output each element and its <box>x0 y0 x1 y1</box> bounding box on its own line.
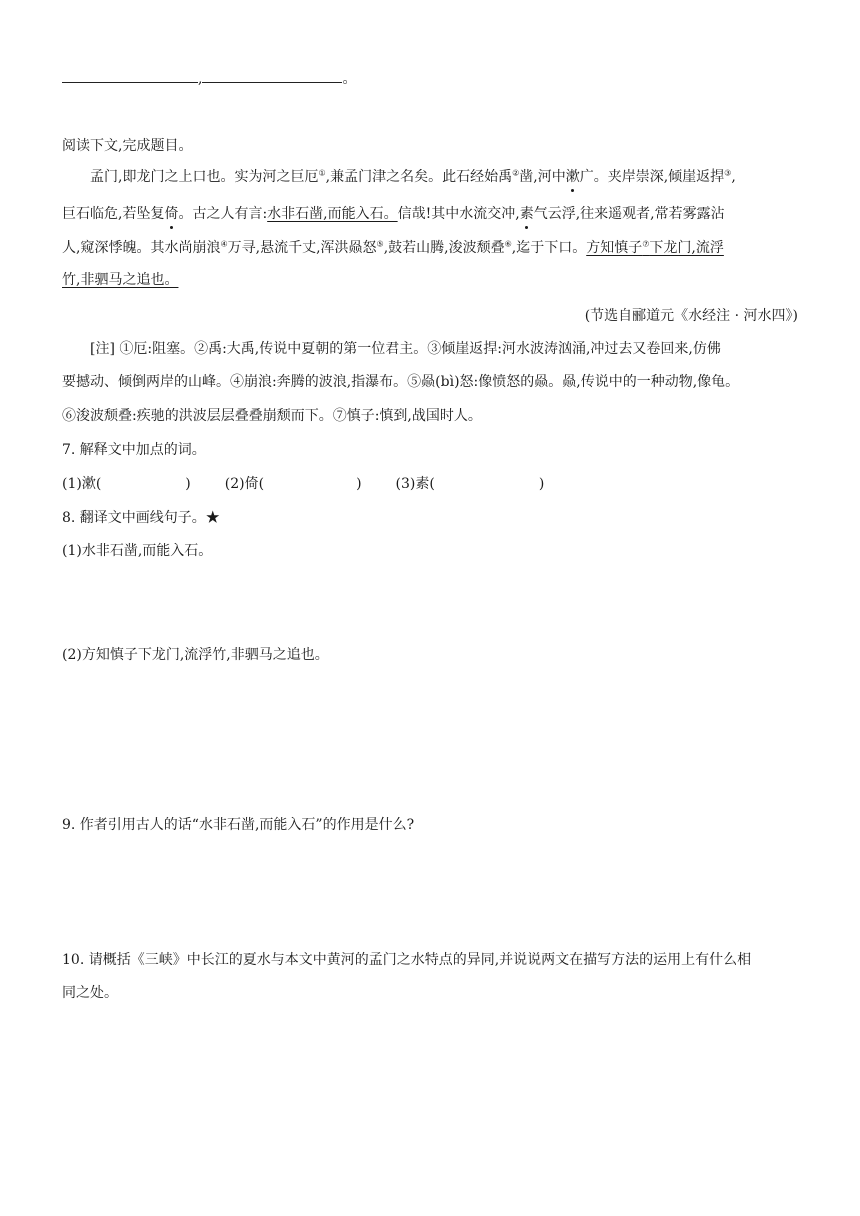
passage-line-4 <box>62 270 178 290</box>
passage-text: ,迄于下口。 <box>511 240 587 256</box>
question-10-line-1: 10. 请概括《三峡》中长江的夏水与本文中黄河的孟门之水特点的异同,并说说两文在描写方法的运用上有什么相 <box>62 952 752 968</box>
footnote-ref: ③ <box>724 168 732 178</box>
dotted-word: 漱 <box>565 169 580 185</box>
q7-item-3: (3)素( <box>395 476 435 492</box>
q7-item-2: (2)倚( <box>224 476 265 492</box>
dotted-word: 素 <box>519 206 534 222</box>
question-7-items <box>62 474 544 494</box>
passage-text: 凿,河中 <box>519 169 566 185</box>
q7-item-1: (1)漱( <box>62 476 102 492</box>
question-8-item-2: (2)方知慎子下龙门,流浮竹,非驷马之追也。 <box>62 647 329 663</box>
footnote-ref: ⑦ <box>642 239 650 249</box>
blank-comma: , <box>198 71 203 87</box>
blank-period: 。 <box>342 71 357 87</box>
answer-blanks-top <box>62 68 356 88</box>
passage-line-1 <box>90 167 736 187</box>
passage-source: (节选自郦道元《水经注 · 河水四》) <box>584 308 798 324</box>
question-9-prompt: 9. 作者引用古人的话“水非石凿,而能入石”的作用是什么? <box>62 817 415 833</box>
notes-line-2: 要撼动、倾倒两岸的山峰。④崩浪:奔腾的波浪,指瀑布。⑤赑(bì)怒:像愤怒的赑。赑,传说中的一种动物,像龟。 <box>62 374 740 390</box>
reading-instruction: 阅读下文,完成题目。 <box>62 138 193 154</box>
passage-text: 孟门,即龙门之上口也。实为河之巨厄 <box>90 169 319 185</box>
passage-text: ,鼓若山腾,浚波颓叠 <box>383 240 505 256</box>
paren-close: ) <box>185 476 191 492</box>
question-7-prompt: 7. 解释文中加点的词。 <box>62 442 206 458</box>
passage-text: 。古之人有言: <box>178 206 268 222</box>
underlined-sentence: 水非石凿,而能入石。 <box>267 206 398 222</box>
passage-text: 信哉!其中水流交冲, <box>397 206 520 222</box>
paren-close: ) <box>356 476 362 492</box>
question-8-item-1: (1)水非石凿,而能入石。 <box>62 543 213 559</box>
footnote-ref: ① <box>318 168 326 178</box>
passage-text: 气云浮,往来遥观者,常若雾露沾 <box>533 206 725 222</box>
notes-line-1: [注] ①厄:阻塞。②禹:大禹,传说中夏朝的第一位君主。③倾崖返捍:河水波涛汹涌,冲过去又卷回来,仿佛 <box>90 341 721 357</box>
footnote-ref: ⑤ <box>376 239 384 249</box>
passage-text: ,兼孟门津之名矣。此石经始禹 <box>325 169 513 185</box>
passage-text: 广。夹岸崇深,倾崖返捍 <box>579 169 725 185</box>
passage-text: 巨石临危,若坠复 <box>62 206 165 222</box>
passage-line-2 <box>62 204 725 224</box>
footnote-ref: ④ <box>220 239 228 249</box>
answer-blank[interactable] <box>202 68 342 83</box>
passage-text: , <box>731 169 736 185</box>
passage-line-3 <box>62 238 724 258</box>
question-8-prompt: 8. 翻译文中画线句子。★ <box>62 510 220 526</box>
footnote-ref: ⑥ <box>504 239 512 249</box>
underlined-sentence: 方知慎子⑦下龙门,流浮 <box>586 239 724 256</box>
passage-text: 万寻,悬流千丈,浑洪赑怒 <box>227 240 377 256</box>
notes-line-3: ⑥浚波颓叠:疾驰的洪波层层叠叠崩颓而下。⑦慎子:慎到,战国时人。 <box>62 408 482 424</box>
dotted-word: 倚 <box>164 206 179 222</box>
question-10-line-2: 同之处。 <box>62 985 118 1001</box>
footnote-ref: ② <box>512 168 520 178</box>
paren-close: ) <box>538 476 545 492</box>
underlined-sentence: 竹,非驷马之追也。 <box>62 272 179 288</box>
passage-text: 人,窥深悸魄。其水尚崩浪 <box>62 240 221 256</box>
answer-blank[interactable] <box>62 68 198 83</box>
